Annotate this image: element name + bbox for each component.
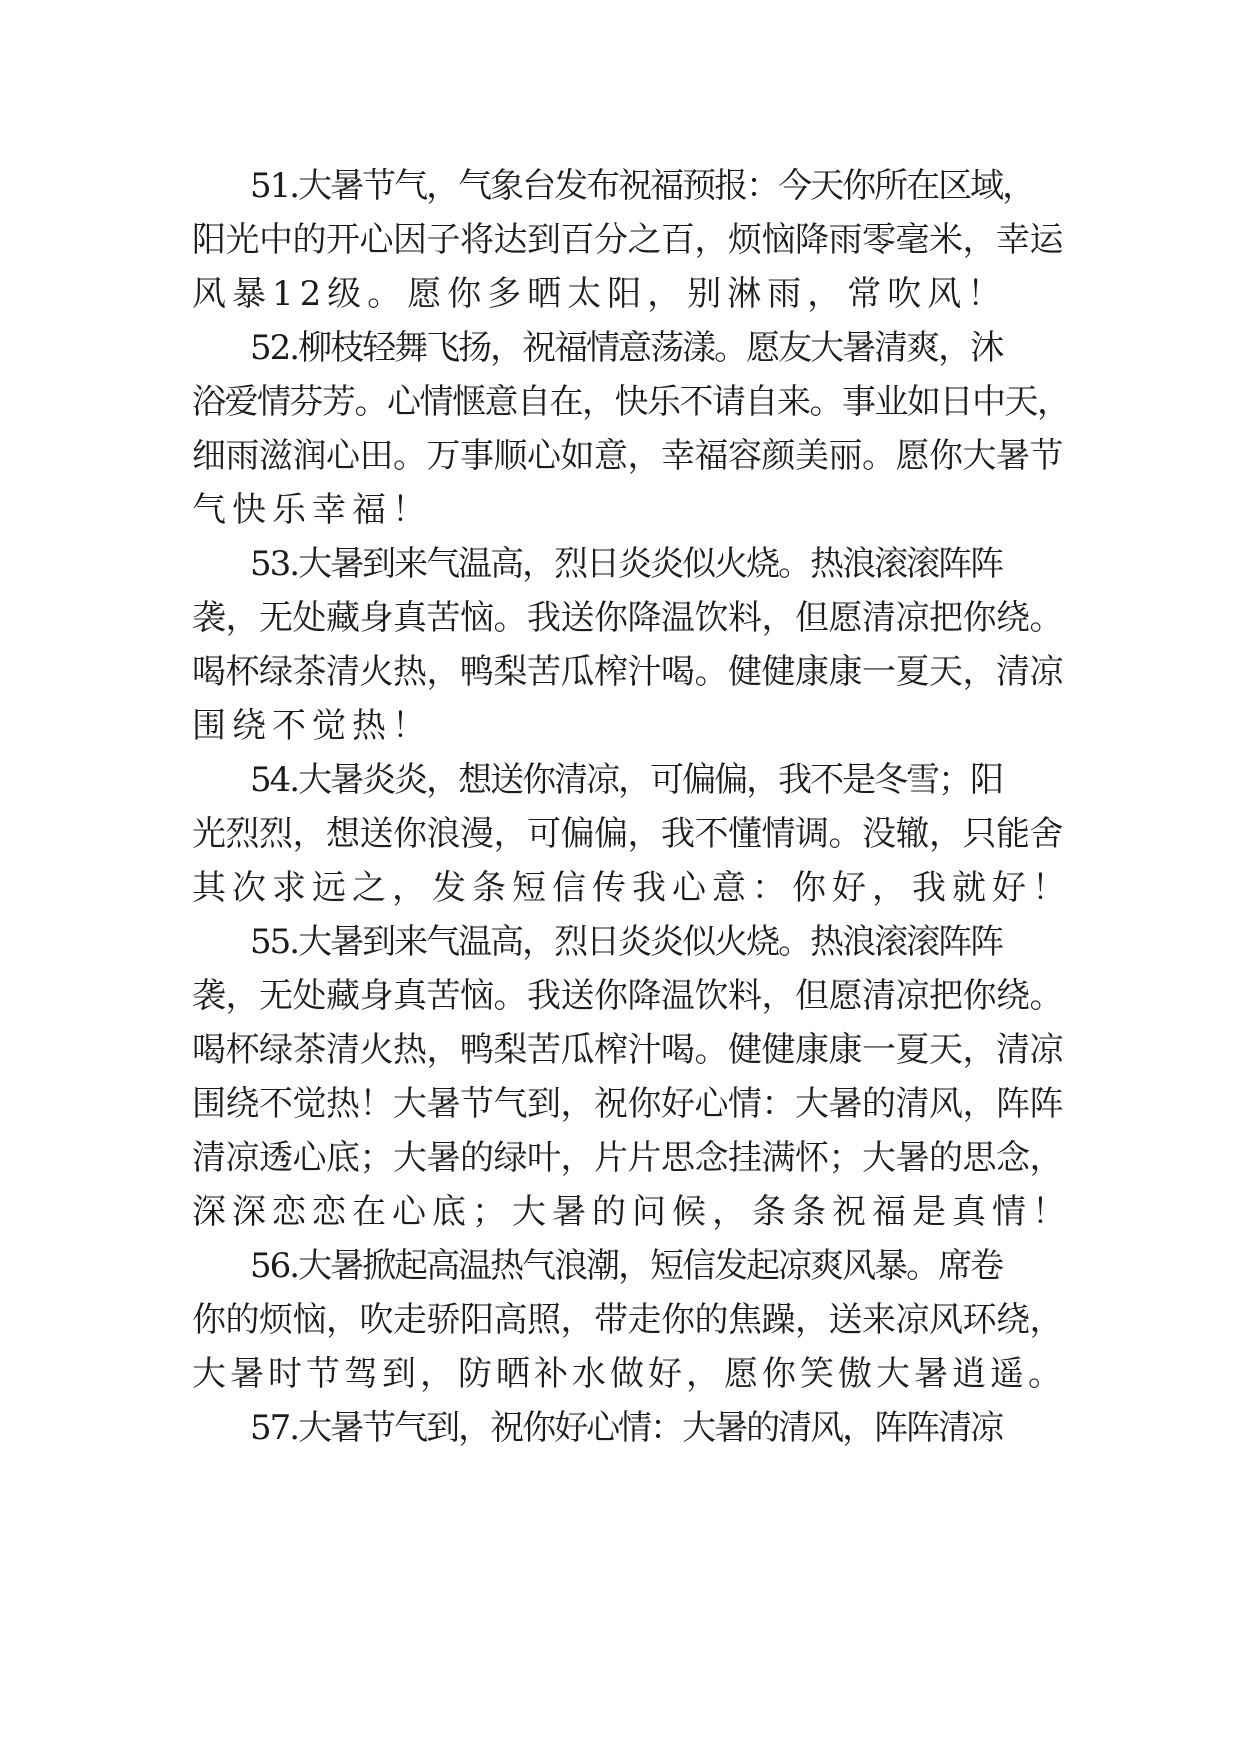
- paragraph-55-line-6: 深深恋恋在心底；大暑的问候，条条祝福是真情！: [192, 1192, 1072, 1232]
- paragraph-53-line-2: 袭，无处藏身真苦恼。我送你降温饮料，但愿清凉把你绕。: [192, 598, 1063, 638]
- paragraph-52-line-2: 浴爱情芬芳。心情惬意自在，快乐不请自来。事业如日中天，: [192, 382, 1070, 422]
- paragraph-54-line-1: 54.大暑炎炎，想送你清凉，可偏偏，我不是冬雪；阳: [250, 760, 1003, 800]
- paragraph-55-line-1: 55.大暑到来气温高，烈日炎炎似火烧。热浪滚滚阵阵: [250, 922, 1003, 962]
- paragraph-52-line-1: 52.柳枝轻舞飞扬，祝福情意荡漾。愿友大暑清爽，沐: [250, 328, 1003, 368]
- paragraph-56-line-2: 你的烦恼，吹走骄阳高照，带走你的焦躁，送来凉风环绕，: [192, 1300, 1063, 1340]
- paragraph-53-line-1: 53.大暑到来气温高，烈日炎炎似火烧。热浪滚滚阵阵: [250, 544, 1003, 584]
- paragraph-51-line-1: 51.大暑节气，气象台发布祝福预报：今天你所在区域，: [250, 166, 1035, 206]
- paragraph-52-line-3: 细雨滋润心田。万事顺心如意，幸福容颜美丽。愿你大暑节: [192, 436, 1063, 476]
- paragraph-57-line-1: 57.大暑节气到，祝你好心情：大暑的清风，阵阵清凉: [250, 1408, 1003, 1448]
- paragraph-55-line-4: 围绕不觉热！大暑节气到，祝你好心情：大暑的清风，阵阵: [192, 1084, 1063, 1124]
- paragraph-56-line-1: 56.大暑掀起高温热气浪潮，短信发起凉爽风暴。席卷: [250, 1246, 1003, 1286]
- paragraph-52-line-4: 气快乐幸福！: [192, 490, 432, 530]
- paragraph-54-line-2: 光烈烈，想送你浪漫，可偏偏，我不懂情调。没辙，只能舍: [192, 814, 1063, 854]
- paragraph-51-line-3: 风暴12级。愿你多晒太阳，别淋雨，常吹风！: [192, 274, 1008, 314]
- paragraph-51-line-2: 阳光中的开心因子将达到百分之百，烦恼降雨零毫米，幸运: [192, 220, 1063, 260]
- paragraph-55-line-2: 袭，无处藏身真苦恼。我送你降温饮料，但愿清凉把你绕。: [192, 976, 1063, 1016]
- paragraph-53-line-3: 喝杯绿茶清火热，鸭梨苦瓜榨汁喝。健健康康一夏天，清凉: [192, 652, 1063, 692]
- paragraph-54-line-3: 其次求远之，发条短信传我心意：你好，我就好！: [192, 868, 1072, 908]
- paragraph-56-line-3: 大暑时节驾到，防晒补水做好，愿你笑傲大暑逍遥。: [192, 1354, 1066, 1394]
- paragraph-53-line-4: 围绕不觉热！: [192, 706, 432, 746]
- paragraph-55-line-3: 喝杯绿茶清火热，鸭梨苦瓜榨汁喝。健健康康一夏天，清凉: [192, 1030, 1063, 1070]
- paragraph-55-line-5: 清凉透心底；大暑的绿叶，片片思念挂满怀；大暑的思念，: [192, 1138, 1063, 1178]
